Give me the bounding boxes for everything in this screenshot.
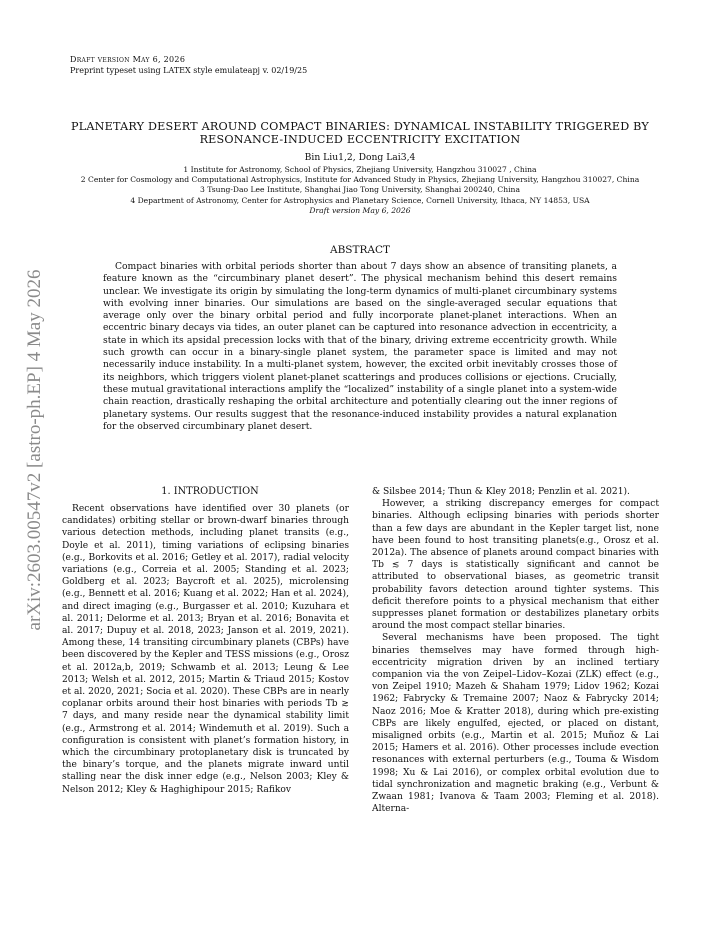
right-column	[372, 486, 659, 815]
paper-title: PLANETARY DESERT AROUND COMPACT BINARIES: DYNAMICAL INSTABILITY TRIGGERED BY RESONANCE-INDUCED ECCENTRICITY EXCITATION	[71, 120, 649, 146]
arxiv-sidebar	[20, 235, 50, 665]
abstract-heading: ABSTRACT	[329, 244, 391, 256]
affiliations	[70, 165, 650, 216]
author-list: Bin Liu1,2, Dong Lai3,4	[304, 152, 416, 163]
abstract-text: Compact binaries with orbital periods shorter than about 7 days show an absence of transiting planets, a feature known as the “circumbinary planet desert”. The physical mechanism behind this desert remains unclear. We investigate its origin by simulating the long-term dynamics of multi-planet circumbinary systems with evolving inner binaries. Our simulations are based on the single-averaged secular equations that average only over the binary orbital period and fully incorporate planet-planet interactions. When an eccentric binary decays via tides, an outer planet can be captured into resonance advection in eccentricity, a state in which its apsidal precession locks with that of the binary, driving extreme eccentricity growth. While such growth can occur in a binary-single planet system, the parameter space is limited and may not necessarily induce instability. In a multi-planet system, however, the excited orbit inevitably crosses those of its neighbors, which triggers violent planet-planet scatterings and produces collisions or ejections. Crucially, these mutual gravitational interactions amplify the “localized” instability of a single planet into a system-wide chain reaction, drastically reshaping the orbital architecture and potentially clearing out the inner regions of planetary systems. Our results suggest that the resonance-induced instability provides a natural explanation for the observed circumbinary planet desert.	[103, 261, 617, 432]
intro-paragraph-2: However, a striking discrepancy emerges for compact binaries. Although eclipsing binaries with periods shorter than a few days are abundant in the Kepler target list, none have been found to host transiting planets(e.g., Orosz et al. 2012a). The absence of planets around compact binaries with Tb ≲ 7 days is statistically significant and cannot be attributed to observational biases, as geometric transit probability favors detection around tighter systems. This deficit therefore points to a physical mechanism that either suppresses planet formation or destabilizes planetary orbits around the most compact stellar binaries.	[372, 499, 659, 632]
affiliation-3: 3 Tsung-Dao Lee Institute, Shanghai Jiao Tong University, Shanghai 200240, China	[200, 185, 520, 195]
running-header	[70, 54, 307, 76]
intro-paragraph-1-continued: & Silsbee 2014; Thun & Kley 2018; Penzlin et al. 2021).	[372, 487, 630, 497]
intro-paragraph-3: Several mechanisms have been proposed. The tight binaries themselves may have formed through high-eccentricity migration driven by an inclined tertiary companion via the von Zeipel–Lidov–Kozai (ZLK) effect (e.g., von Zeipel 1910; Mazeh & Shaham 1979; Lidov 1962; Kozai 1962; Fabrycky & Tremaine 2007; Naoz & Fabrycky 2014; Naoz 2016; Moe & Kratter 2018), during which pre-existing CBPs are likely engulfed, ejected, or placed on distant, misaligned orbits (e.g., Martin et al. 2015; Muñoz & Lai 2015; Hamers et al. 2016). Other processes include evection resonances with external perturbers (e.g., Touma & Wisdom 1998; Xu & Lai 2016), or complex orbital evolution due to tidal synchronization and magnetic braking (e.g., Verbunt & Zwaan 1981; Ivanova & Taam 2003; Fleming et al. 2018). Alterna-	[372, 633, 659, 815]
intro-paragraph-1: Recent observations have identified over 30 planets (or candidates) orbiting stellar or brown-dwarf binaries through various detection methods, including planet transits (e.g., Doyle et al. 2011), timing variations of eclipsing binaries (e.g., Borkovits et al. 2016; Getley et al. 2017), radial velocity variations (e.g., Correia et al. 2005; Standing et al. 2023; Goldberg et al. 2023; Baycroft et al. 2025), microlensing (e.g., Bennett et al. 2016; Kuang et al. 2022; Han et al. 2024), and direct imaging (e.g., Burgasser et al. 2010; Kuzuhara et al. 2011; Delorme et al. 2013; Bryan et al. 2016; Bonavita et al. 2017; Dupuy et al. 2018, 2023; Janson et al. 2019, 2021). Among these, 14 transiting circumbinary planets (CBPs) have been discovered by the Kepler and TESS missions (e.g., Orosz et al. 2012a,b, 2019; Schwamb et al. 2013; Leung & Lee 2013; Welsh et al. 2012, 2015; Martin & Triaud 2015; Kostov et al. 2020, 2021; Socia et al. 2020). These CBPs are in nearly coplanar orbits around their host binaries with periods Tb ≳ 7 days, and many reside near the dynamical stability limit (e.g., Armstrong et al. 2014; Windemuth et al. 2019). Such a configuration is consistent with planet’s formation history, in which the circumbinary protoplanetary disk is truncated by the binary’s torque, and the planets migrate inward until stalling near the disk inner edge (e.g., Nelson 2003; Kley & Nelson 2012; Kley & Haghighipour 2015; Rafikov	[62, 504, 349, 795]
affiliation-2: 2 Center for Cosmology and Computational Astrophysics, Institute for Advanced Study in Physics, Zhejiang University, Hangzhou 310027, China	[80, 175, 640, 185]
left-column	[62, 503, 349, 796]
section-heading-introduction: 1. INTRODUCTION	[161, 486, 259, 497]
preprint-line: Preprint typeset using LATEX style emulateapj v. 02/19/25	[70, 66, 308, 75]
affiliation-1: 1 Institute for Astronomy, School of Physics, Zhejiang University, Hangzhou 310027 , China	[183, 165, 537, 174]
draft-date: Draft version May 6, 2026	[309, 205, 411, 215]
draft-version-line: Draft version May 6, 2026	[70, 55, 186, 64]
affiliation-4: 4 Department of Astronomy, Center for Astrophysics and Planetary Science, Cornell University, Ithaca, NY 14853, USA	[130, 195, 590, 205]
arxiv-identifier: arXiv:2603.00547v2 [astro-ph.EP] 4 May 2026	[24, 269, 45, 631]
